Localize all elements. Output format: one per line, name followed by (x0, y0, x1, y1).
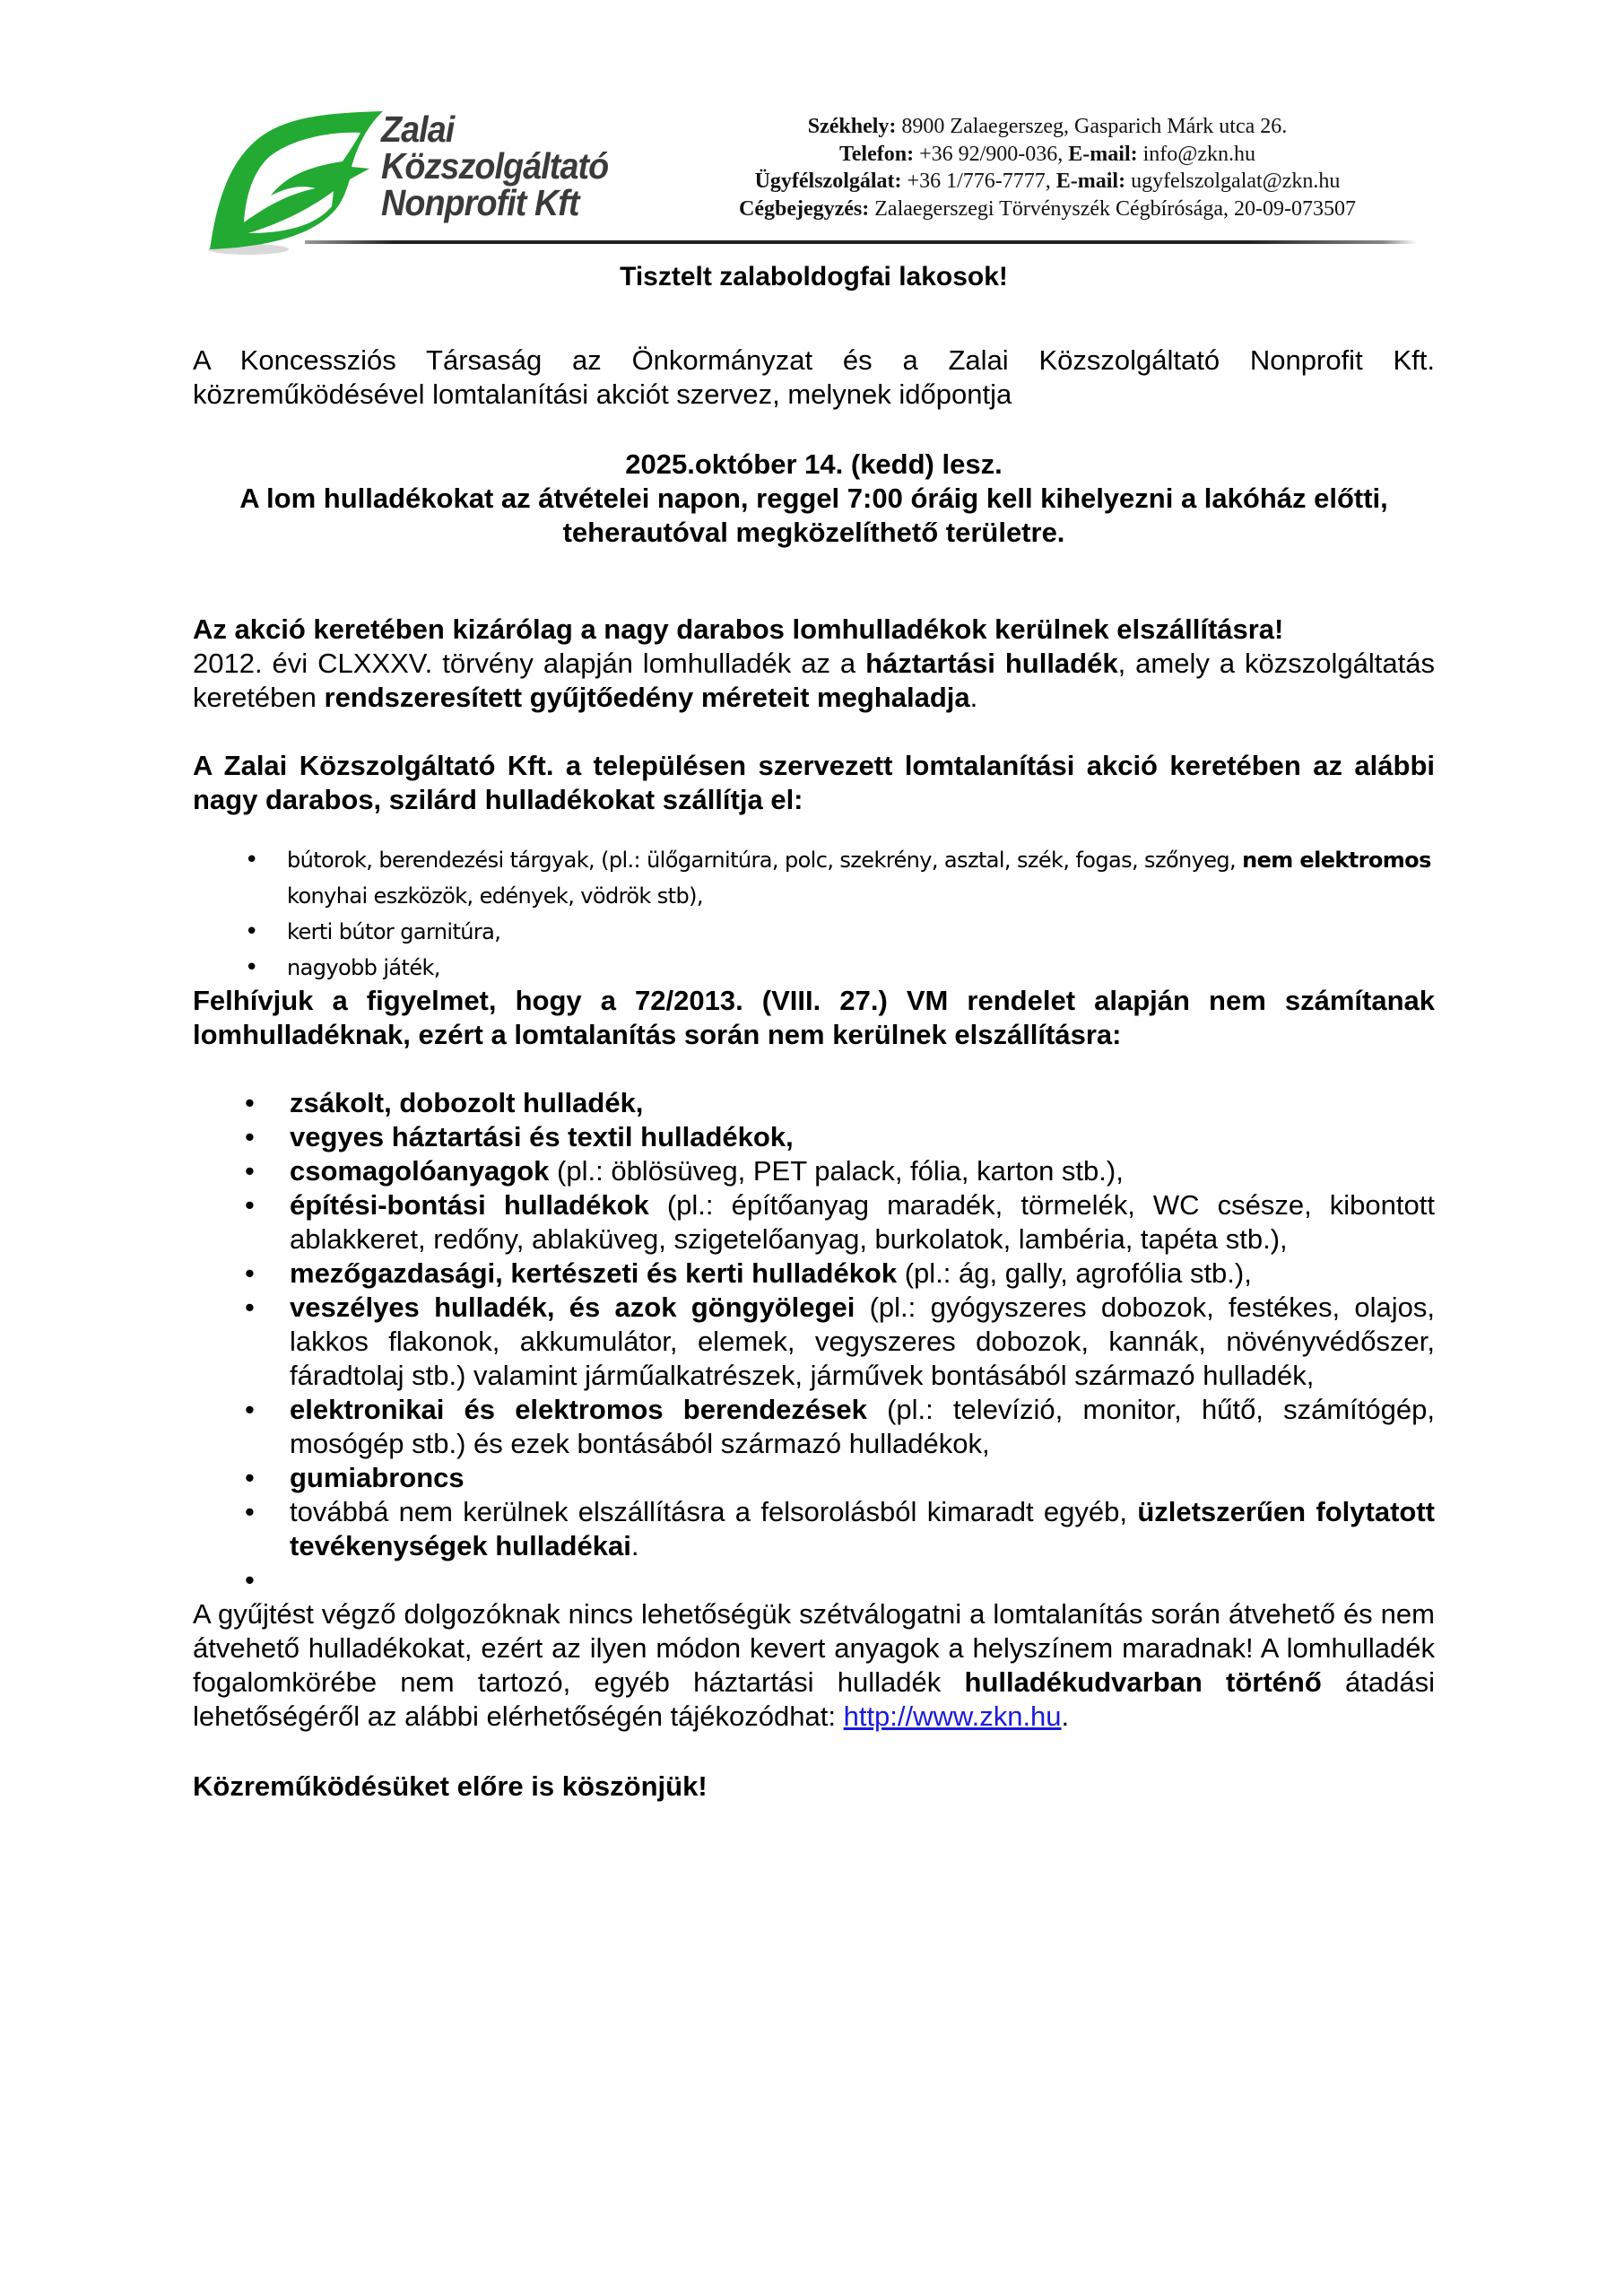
zkn-website-link[interactable]: http://www.zkn.hu (843, 1700, 1062, 1732)
list-item: • csomagolóanyagok (pl.: öblösüveg, PET palack, fólia, karton stb.), (193, 1154, 1435, 1188)
zkn-leaf-logo-icon (199, 106, 387, 258)
thanks-line: Közreműködésüket előre is köszönjük! (193, 1770, 708, 1802)
placement-instructions: A lom hulladékokat az átvételei napon, reggel 7:00 óráig kell kihelyezni a lakóház előtti, teherautóval megközelíthető területre. (239, 483, 1388, 548)
logo-line-1: Zalai (381, 109, 455, 150)
header-divider (305, 240, 1417, 244)
list-item: • gumiabroncs (193, 1461, 1435, 1495)
info-email: info@zkn.hu (1137, 142, 1256, 166)
contact-registration: Cégbejegyzés: Zalaegerszegi Törvényszék Cégbírósága, 20-09-073507 (739, 196, 1356, 221)
list-item: • kerti bútor garnitúra, (193, 914, 1435, 950)
list-item: • építési-bontási hulladékok (pl.: építőanyag maradék, törmelék, WC csésze, kibontott ablakkeret, redőny, ablaküveg, szigetelőanyag, burkolatok, lambéria, tapéta stb.), (193, 1188, 1435, 1257)
list-item: • vegyes háztartási és textil hulladékok, (193, 1120, 1435, 1154)
document-title: Tisztelt zalaboldogfai lakosok! (620, 262, 1008, 291)
list-item: • továbbá nem kerülnek elszállításra a felsorolásból kimaradt egyéb, üzletszerűen folytatott tevékenységek hulladékai. (193, 1495, 1435, 1563)
list-item: • nagyobb játék, (193, 950, 1435, 986)
document-body (193, 258, 1435, 1804)
exclusion-notice: Felhívjuk a figyelmet, hogy a 72/2013. (VIII. 27.) VM rendelet alapján nem számítanak lomhulladéknak, ezért a lomtalanítás során nem kerülnek elszállításra: (193, 985, 1435, 1050)
list-item: • elektronikai és elektromos berendezések (pl.: televízió, monitor, hűtő, számítógép, mosógép stb.) és ezek bontásából származó hulladékok, (193, 1393, 1435, 1461)
list-item: • bútorok, berendezési tárgyak, (pl.: ülőgarnitúra, polc, szekrény, asztal, szék, fogas, szőnyeg, nem elektromos konyhai eszközök, edények, vödrök stb), (193, 842, 1435, 914)
intro-paragraph: A Koncessziós Társaság az Önkormányzat és a Zalai Közszolgáltató Nonprofit Kft. közreműködésével lomtalanítási akciót szervez, melynek időpontja (193, 344, 1435, 410)
excluded-items-list (193, 1086, 1435, 1597)
accepted-items-list (193, 842, 1435, 986)
contact-headquarters: Székhely: 8900 Zalaegerszeg, Gasparich Márk utca 26. (807, 115, 1288, 138)
company-logo-text (381, 111, 608, 222)
closing-paragraph: A gyűjtést végző dolgozóknak nincs lehetőségük szétválogatni a lomtalanítás során átvehető és nem átvehető hulladékokat, ezért az ilyen módon kevert anyagok a helyszínem maradnak! A lomhulladék fogalomkörébe nem tartozó, egyéb háztartási hulladék hulladékudvarban történő átadási lehetőségéről az alábbi elérhetőségén tájékozódhat: http://www.zkn.hu. (193, 1598, 1435, 1732)
logo-line-2: Közszolgáltató (381, 145, 609, 187)
company-contact-block (671, 113, 1424, 222)
logo-line-3: Nonprofit Kft (381, 182, 579, 223)
accepted-intro: A Zalai Közszolgáltató Kft. a településen szervezett lomtalanítási akció keretében az alábbi nagy darabos, szilárd hulladékokat szállítja el: (193, 750, 1435, 815)
bulky-only-notice: Az akció keretében kizárólag a nagy darabos lomhulladékok kerülnek elszállításra! (193, 613, 1284, 645)
law-definition: 2012. évi CLXXXV. törvény alapján lomhulladék az a háztartási hulladék, amely a közszolgáltatás keretében rendszeresített gyűjtőedény méreteit meghaladja. (193, 648, 1435, 713)
list-item: • veszélyes hulladék, és azok göngyölegei (pl.: gyógyszeres dobozok, festékes, olajos, lakkos flakonok, akkumulátor, elemek, vegyszeres dobozok, kannák, növényvédőszer, fáradtolaj stb.) valamint járműalkatrészek, járművek bontásából származó hulladék, (193, 1291, 1435, 1393)
list-item: • zsákolt, dobozolt hulladék, (193, 1086, 1435, 1120)
list-item: • mezőgazdasági, kertészeti és kerti hulladékok (pl.: ág, gally, agrofólia stb.), (193, 1257, 1435, 1291)
contact-customer-service: Ügyfélszolgálat: +36 1/776-7777, E-mail: ugyfelszolgalat@zkn.hu (754, 170, 1341, 193)
contact-phone: Telefon: +36 92/900-036, E-mail: info@zkn.hu (838, 142, 1256, 166)
empty-list-item (193, 1563, 1435, 1597)
event-date: 2025.október 14. (kedd) lesz. (625, 448, 1003, 480)
service-email: ugyfelszolgalat@zkn.hu (1125, 170, 1341, 193)
